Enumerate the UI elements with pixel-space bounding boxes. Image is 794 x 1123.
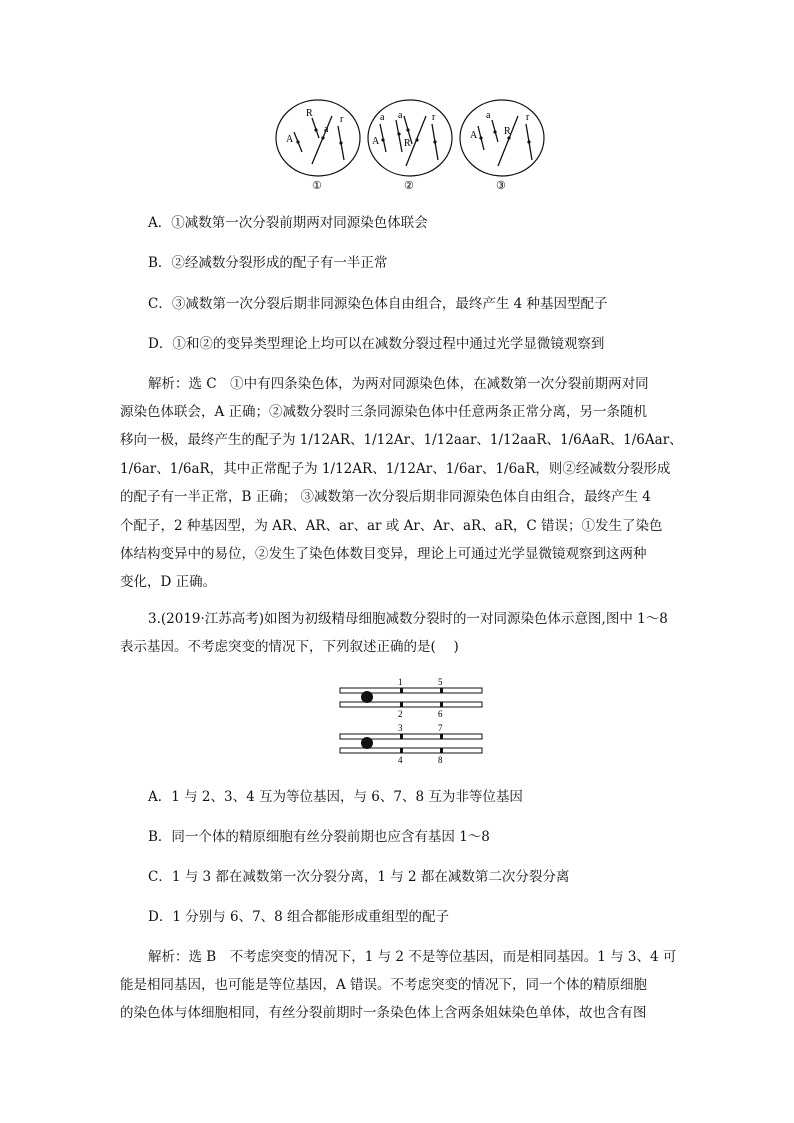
q3-stem-line-1: 3.(2019·江苏高考)如图为初级精母细胞减数分裂时的一对同源染色体示意图,图中 1～8 — [148, 611, 668, 627]
cell-1-label: ① — [312, 180, 322, 192]
cell-3-label: ③ — [496, 180, 506, 192]
q2-option-b: B．②经减数分裂形成的配子有一半正常 — [148, 255, 388, 271]
cell-3-allele-a: a — [486, 110, 491, 121]
cell-1-allele-A: A — [286, 134, 294, 145]
q3-analysis-line-3: 的染色体与体细胞相同，有丝分裂前期时一条染色体上含两条姐妹染色单体，故也含有图 — [120, 1005, 647, 1021]
chromosome-cells-figure — [272, 94, 552, 194]
homologous-pair-figure — [336, 674, 486, 766]
q2-analysis-line-5: 的配子有一半正常，B 正确； ③减数第一次分裂后期非同源染色体自由组合，最终产生 4 — [120, 489, 651, 505]
cell-3-allele-R: R — [504, 126, 511, 137]
q2-option-a: A．①减数第一次分裂前期两对同源染色体联会 — [148, 215, 428, 231]
cell-2-allele-a2: a — [398, 110, 403, 121]
q2-analysis-line-4: 1/6ar、1/6aR，其中正常配子为 1/12AR、1/12Ar、1/6ar、1/6aR，则②经减数分裂形成 — [120, 461, 671, 477]
q3-option-c: C．1 与 3 都在减数第一次分裂分离，1 与 2 都在减数第二次分裂分离 — [148, 869, 570, 885]
centromere-upper — [361, 691, 373, 703]
q2-analysis-line-3: 移向一极，最终产生的配子为 1/12AR、1/12Ar、1/12aar、1/12aaR、1/6AaR、1/6Aar、 — [120, 432, 683, 448]
cell-2-allele-R: R — [404, 138, 411, 149]
q2-option-d: D．①和②的变异类型理论上均可以在减数分裂过程中通过光学显微镜观察到 — [148, 336, 605, 352]
gene-label-8: 8 — [438, 755, 443, 765]
q2-option-c: C．③减数第一次分裂后期非同源染色体自由组合，最终产生 4 种基因型配子 — [148, 296, 608, 312]
q3-option-a: A．1 与 2、3、4 互为等位基因，与 6、7、8 互为非等位基因 — [148, 789, 523, 805]
gene-label-6: 6 — [438, 709, 443, 719]
cell-2-allele-r: r — [432, 112, 436, 123]
cell-2-allele-a1: a — [380, 112, 385, 123]
gene-label-4: 4 — [398, 755, 403, 765]
gene-label-7: 7 — [438, 723, 443, 733]
centromere-lower — [361, 737, 373, 749]
gene-label-3: 3 — [398, 723, 403, 733]
q2-analysis-line-8: 变化，D 正确。 — [120, 574, 217, 590]
cell-3 — [460, 100, 544, 192]
chromatid-1 — [340, 688, 482, 693]
cell-3-allele-A: A — [470, 130, 478, 141]
chromatid-4 — [340, 748, 482, 753]
gene-label-5: 5 — [438, 677, 443, 687]
cell-2-label: ② — [404, 180, 414, 192]
cell-2-allele-A: A — [372, 136, 380, 147]
chromatid-3 — [340, 734, 482, 739]
chromatid-2 — [340, 702, 482, 707]
q3-option-b: B．同一个体的精原细胞有丝分裂前期也应含有基因 1～8 — [148, 829, 490, 845]
q2-analysis-line-6: 个配子，2 种基因型，为 AR、AR、ar、ar 或 Ar、Ar、aR、aR，C 错误；①发生了染色 — [120, 518, 663, 534]
cell-1-allele-R: R — [306, 108, 313, 119]
gene-label-1: 1 — [398, 677, 403, 687]
cell-2 — [368, 100, 452, 192]
q3-stem-line-2: 表示基因。不考虑突变的情况下，下列叙述正确的是( ) — [120, 639, 459, 655]
cell-1 — [276, 100, 360, 192]
q2-analysis-line-1: 解析：选 C ①中有四条染色体，为两对同源染色体，在减数第一次分裂前期两对同 — [148, 376, 649, 392]
q2-analysis-line-7: 体结构变异中的易位，②发生了染色体数目变异，理论上可通过光学显微镜观察到这两种 — [120, 546, 647, 562]
q3-option-d: D．1 分别与 6、7、8 组合都能形成重组型的配子 — [148, 909, 450, 925]
q3-analysis-line-1: 解析：选 B 不考虑突变的情况下，1 与 2 不是等位基因，而是相同基因。1 与 3、4 可 — [148, 949, 677, 965]
q3-analysis-line-2: 能是相同基因，也可能是等位基因，A 错误。不考虑突变的情况下，同一个体的精原细胞 — [120, 977, 648, 993]
q2-analysis-line-2: 源染色体联会，A 正确；②减数分裂时三条同源染色体中任意两条正常分离，另一条随机 — [120, 404, 648, 420]
cell-3-allele-r: r — [526, 112, 530, 123]
cell-1-allele-a: a — [324, 124, 329, 135]
cell-1-allele-r: r — [340, 114, 344, 125]
gene-label-2: 2 — [398, 709, 403, 719]
